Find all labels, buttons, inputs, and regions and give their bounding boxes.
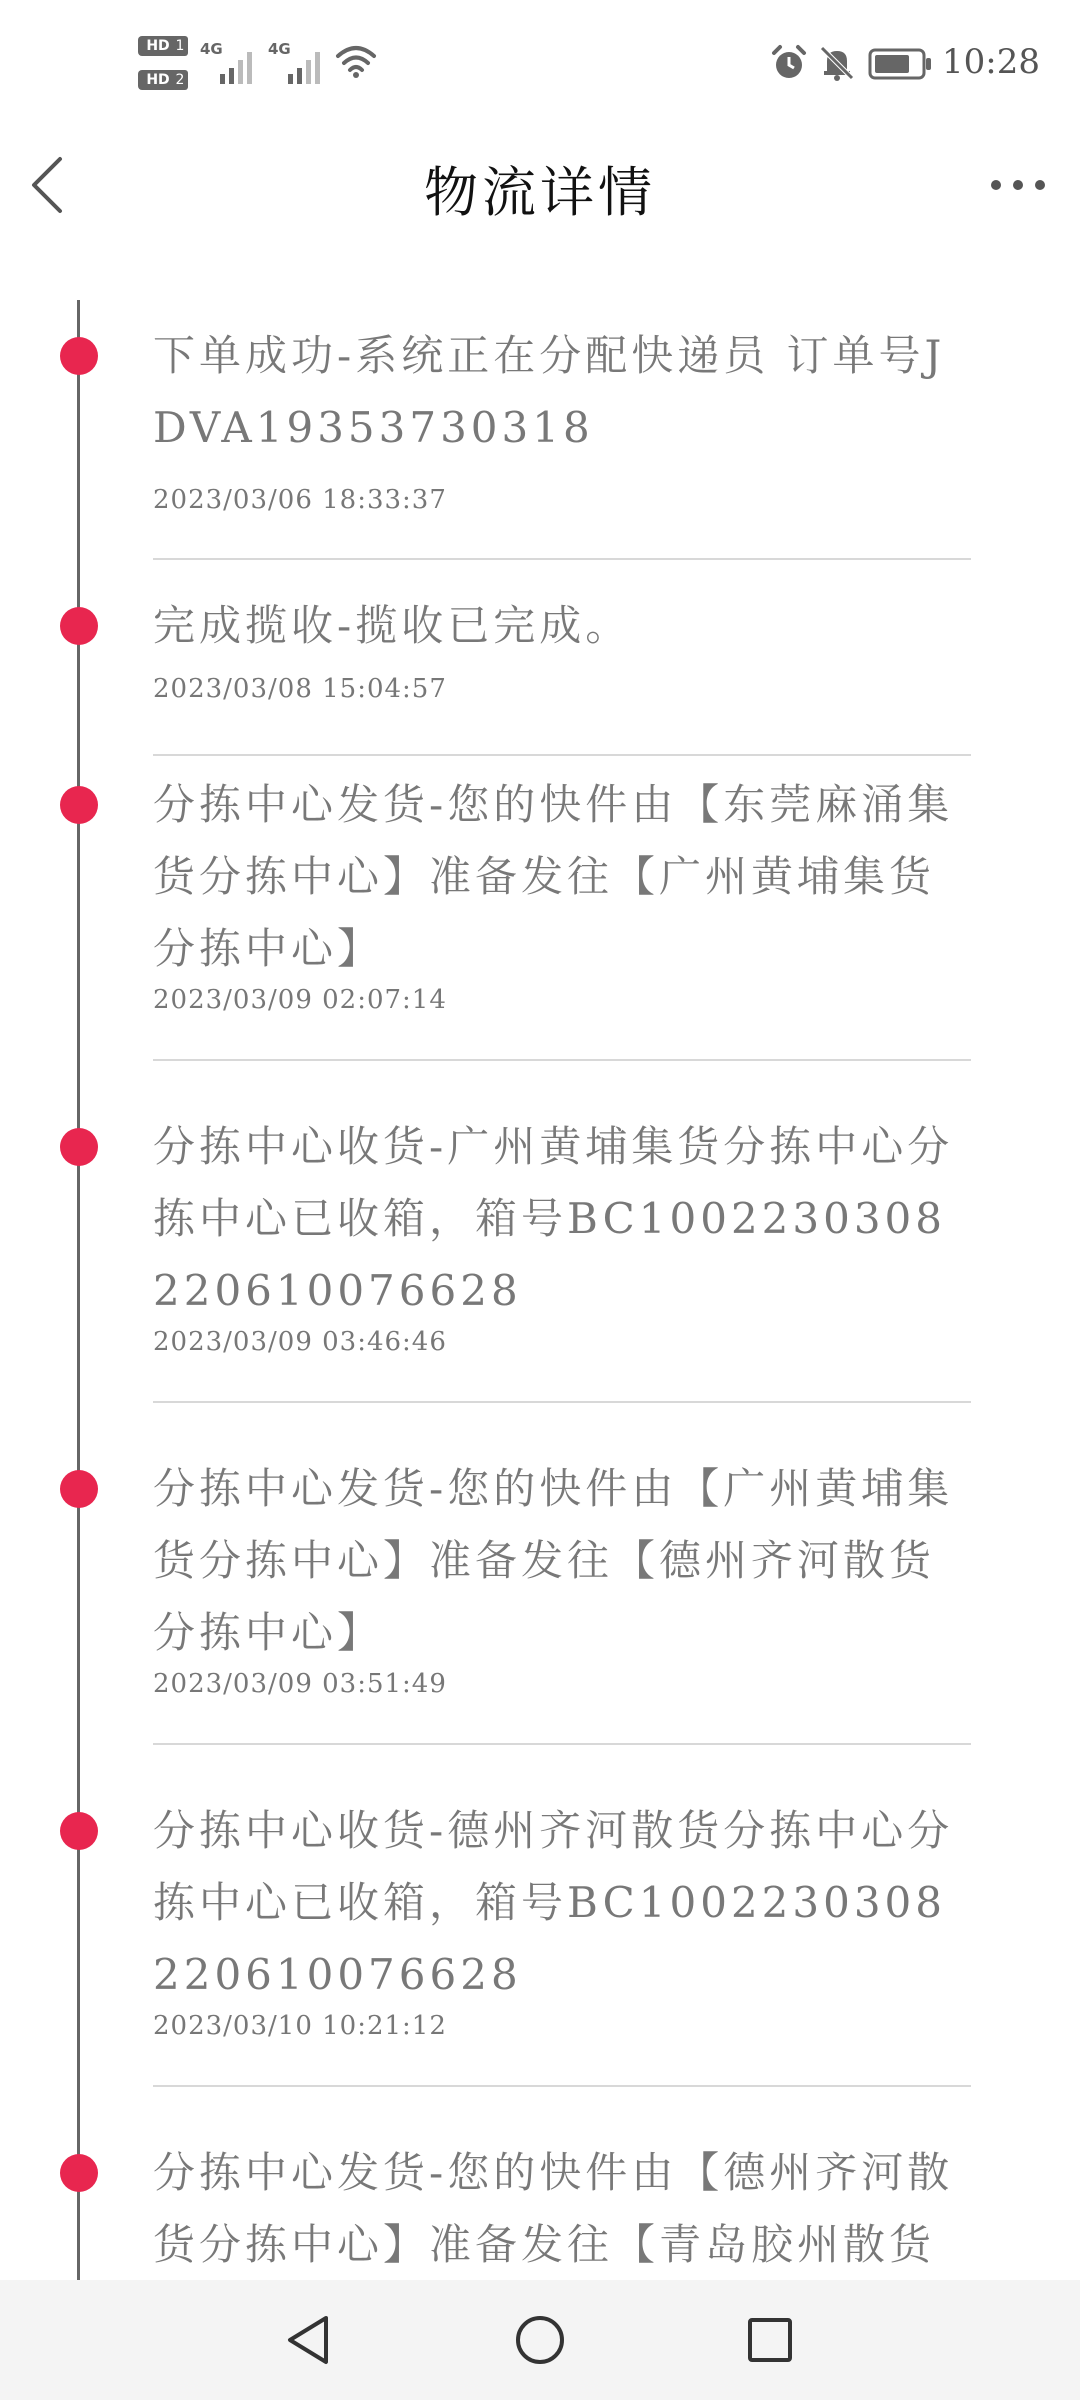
entry-time: 2023/03/08 15:04:57 [153,674,447,704]
triangle-back-icon [290,2318,326,2362]
timeline-dot [60,337,98,375]
nav-back-button[interactable] [276,2308,340,2372]
signal-icon-sim2 [268,40,324,86]
logistics-timeline[interactable] [0,240,1080,2280]
battery-icon [868,48,932,80]
more-dots-icon [991,180,1045,190]
page-title: 物流详情 [424,161,656,224]
square-recents-icon [750,2320,790,2360]
circle-home-icon [518,2318,562,2362]
entry-time: 2023/03/09 02:07:14 [153,985,447,1015]
status-right-group [770,38,1040,92]
timeline-dot [60,786,98,824]
divider [153,1059,971,1061]
system-nav-bar [0,2280,1080,2400]
entry-text: 分拣中心发货-您的快件由【德州齐河散货分拣中心】准备发往【青岛胶州散货 [153,2148,954,2269]
signal-icon-sim1 [200,40,256,86]
entry-text: 分拣中心收货-德州齐河散货分拣中心分拣中心已收箱，箱号BC1002230308220610076628 [153,1806,954,1999]
timeline-dot [60,1128,98,1166]
entry-text: 下单成功-系统正在分配快递员 订单号JDVA19353730318 [153,331,946,452]
signal-bars-icon [286,50,324,84]
nav-recents-button[interactable] [738,2308,802,2372]
timeline-entry [0,756,1080,1098]
app-header [0,130,1080,240]
entry-time: 2023/03/06 18:33:37 [153,485,447,515]
sim1-number: 1 [172,36,188,56]
nav-home-button[interactable] [508,2308,572,2372]
entry-text: 完成揽收-揽收已完成。 [153,601,632,650]
entry-text: 分拣中心发货-您的快件由【广州黄埔集货分拣中心】准备发往【德州齐河散货分拣中心】 [153,1464,954,1657]
entry-text: 分拣中心发货-您的快件由【东莞麻涌集货分拣中心】准备发往【广州黄埔集货分拣中心】 [153,780,954,973]
signal-bars-icon [218,50,256,84]
alarm-icon [770,44,808,82]
mute-bell-icon [818,44,856,82]
timeline-entry [0,2124,1080,2284]
entry-time: 2023/03/09 03:46:46 [153,1327,447,1357]
timeline-dot [60,607,98,645]
timeline-dot [60,2154,98,2192]
network-type-sim1: 4G [200,40,223,58]
timeline-entry [0,558,1080,756]
status-time: 10:28 [942,42,1040,82]
more-button[interactable] [986,160,1050,210]
timeline-entry [0,280,1080,550]
entry-time: 2023/03/10 10:21:12 [153,2011,447,2041]
entry-time: 2023/03/09 03:51:49 [153,1669,447,1699]
divider [153,1743,971,1745]
timeline-dot [60,1812,98,1850]
divider [153,2085,971,2087]
sim2-number: 2 [172,70,188,90]
entry-text: 分拣中心收货-广州黄埔集货分拣中心分拣中心已收箱，箱号BC1002230308220610076628 [153,1122,954,1315]
wifi-icon [334,42,378,80]
divider [153,1401,971,1403]
timeline-entry [0,1440,1080,1782]
timeline-entry [0,1098,1080,1440]
timeline-dot [60,1470,98,1508]
hd-badge-sim2: HD [138,70,178,90]
timeline-entry [0,1782,1080,2124]
network-type-sim2: 4G [268,40,291,58]
hd-badge-sim1: HD [138,36,178,56]
status-bar [0,0,1080,130]
